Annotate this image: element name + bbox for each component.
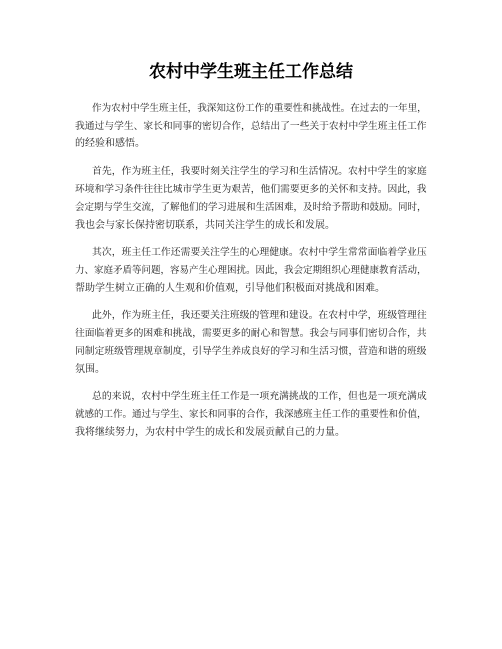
paragraph-1-line-3: 的经验和感悟。 (75, 138, 145, 149)
paragraph-4-line-3: 同制定班级管理规章制度，引导学生养成良好的学习和生活习惯，营造和谐的班级 (75, 346, 427, 357)
document-title: 农村中学生班主任工作总结 (149, 62, 353, 82)
paragraph-4-line-4: 氛围。 (75, 364, 105, 375)
paragraph-5-line-1: 总的来说，农村中学生班主任工作是一项充满挑战的工作，但也是一项充满成 (92, 391, 427, 402)
paragraph-2-line-1: 首先，作为班主任，我要时刻关注学生的学习和生活情况。农村中学生的家庭 (92, 166, 427, 177)
paragraph-5-line-3: 我将继续努力，为农村中学生的成长和发展贡献自己的力量。 (75, 427, 345, 438)
paragraph-4-line-2: 往面临着更多的困难和挑战，需要更多的耐心和智慧。我会与同事们密切合作，共 (75, 328, 427, 339)
paragraph-1-line-1: 作为农村中学生班主任，我深知这份工作的重要性和挑战性。在过去的一年里， (92, 103, 427, 114)
paragraph-1-line-2: 我通过与学生、家长和同事的密切合作，总结出了一些关于农村中学生班主任工作 (75, 121, 427, 132)
paragraph-3-line-3: 帮助学生树立正确的人生观和价值观，引导他们积极面对挑战和困难。 (75, 283, 385, 294)
paragraph-2-line-2: 环境和学习条件往往比城市学生更为艰苦，他们需要更多的关怀和支持。因此，我 (75, 184, 427, 195)
paragraph-2-line-3: 会定期与学生交流，了解他们的学习进展和生活困难，及时给予帮助和鼓励。同时， (75, 202, 427, 213)
paragraph-4-line-1: 此外，作为班主任，我还要关注班级的管理和建设。在农村中学，班级管理往 (92, 310, 427, 321)
paragraph-3-line-1: 其次，班主任工作还需要关注学生的心理健康。农村中学生常常面临着学业压 (92, 247, 427, 258)
paragraph-5-line-2: 就感的工作。通过与学生、家长和同事的合作，我深感班主任工作的重要性和价值， (75, 409, 427, 420)
paragraph-2-line-4: 我也会与家长保持密切联系，共同关注学生的成长和发展。 (75, 220, 335, 231)
paragraph-3-line-2: 力、家庭矛盾等问题，容易产生心理困扰。因此，我会定期组织心理健康教育活动， (75, 265, 427, 276)
